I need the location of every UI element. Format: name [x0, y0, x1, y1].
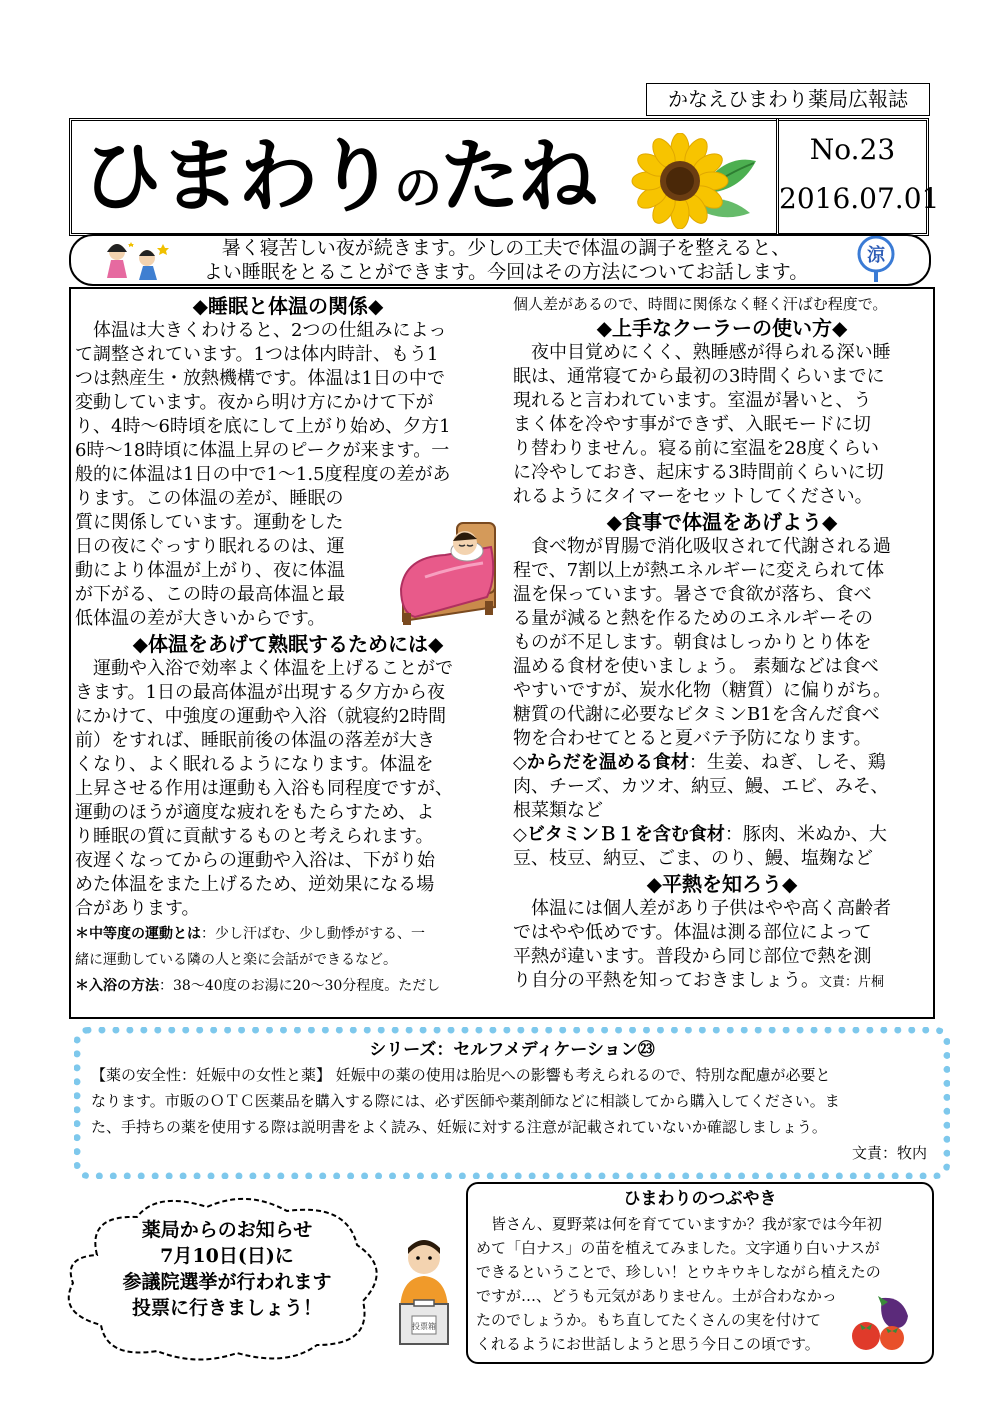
text-line: 夜中目覚めにくく、熟睡感が得られる深い睡 [513, 342, 891, 363]
text-line: に冷やしておき、起床する3時間前くらいに切 [513, 462, 884, 483]
cool-label: 涼 [867, 245, 885, 266]
text-line: れるようにタイマーをセットしてください。 [513, 486, 873, 507]
text-line: り、4時～6時頃を底にして上がり始め、夕方1 [75, 416, 451, 437]
issue-number: No.23 [809, 133, 896, 166]
heading-cooler: ◆上手なクーラーの使い方◆ [596, 316, 848, 340]
text-line: 温める食材を使いましょう。 素麺などは食べ [513, 656, 879, 677]
vegetables-icon [848, 1292, 918, 1352]
text-line: 合があります。 [75, 898, 200, 919]
note-exercise-cont: 緒に運動している隣の人と楽に会話ができるなど。 [75, 952, 397, 968]
notice-line: 7月10日(日)に [160, 1245, 294, 1267]
notice-line: 薬局からのお知らせ [141, 1219, 313, 1241]
paragraph-raise-temp [75, 657, 501, 921]
heading-normal-temp: ◆平熱を知ろう◆ [646, 872, 798, 896]
tsubuyaki-heading: ひまわりのつぶやき [623, 1189, 777, 1209]
article-byline: 文責：片桐 [819, 975, 885, 990]
text-line: 温を保っています。暑さで食欲が落ち、食べ [513, 584, 872, 605]
food-b1-text1: ：豚肉、米ぬか、大 [724, 824, 887, 845]
pharmacy-notice [57, 1195, 387, 1365]
paragraph-food [513, 535, 931, 751]
text-line: 日の夜にぐっすり眠れるのは、運 [75, 536, 345, 557]
note-bath-text: ：38～40度のお湯に20～30分程度。ただし [159, 978, 441, 994]
tanabata-icon [101, 238, 181, 280]
title-part1: ひまわり [82, 130, 394, 223]
tsubuyaki-line: できるということで、珍しい！とウキウキしながら植えたの [476, 1263, 881, 1281]
text-line: 上昇させる作用は運動も入浴も同程度ですが、 [75, 778, 453, 799]
text-line: きます。1日の最高体温が出現する夕方から夜 [75, 682, 446, 703]
text-line: 夜遅くなってからの運動や入浴は、下がり始 [75, 850, 435, 871]
note-exercise-text: ：少し汗ばむ、少し動悸がする、一 [201, 926, 425, 942]
note-exercise [75, 921, 501, 947]
voter-icon [386, 1232, 464, 1350]
text-line: 6時～18時頃に体温上昇のピークが来ます。一 [75, 440, 450, 461]
text-line: 動により体温が上がり、夜に体温 [75, 560, 345, 581]
intro-banner [69, 234, 931, 286]
notice-line: 参議院選挙が行われます [122, 1271, 332, 1293]
note-bath [75, 973, 501, 999]
ballot-box-label: 投票箱 [412, 1322, 436, 1331]
series-box [74, 1027, 950, 1179]
series-heading: シリーズ：セルフメディケーション㉓ [369, 1040, 655, 1060]
food-b1-label: ◇ビタミンＢ１を含む食材 [513, 824, 725, 845]
text-line: 物を合わせてとると夏バテ予防になります。 [513, 728, 872, 749]
food-warming-list [513, 751, 931, 775]
text-line: て調整されています。1つは体内時計、もう1 [75, 344, 439, 365]
publisher-tag: かなえひまわり薬局広報誌 [646, 83, 930, 116]
intro-line2: よい睡眠をとることができます。今回はその方法についてお話します。 [203, 261, 809, 283]
heading-sleep-temp: ◆睡眠と体温の関係◆ [192, 294, 384, 318]
series-line: 【薬の安全性：妊娠中の女性と薬】 妊娠中の薬の使用は胎児への影響も考えられるので、特別な配慮が必要と [91, 1066, 831, 1084]
heading-raise-temp: ◆体温をあげて熟眠するためには◆ [132, 632, 444, 656]
right-column [513, 293, 931, 995]
text-line: 低体温の差が大きいからです。 [75, 608, 326, 629]
text-line: 程で、7割以上が熱エネルギーに変えられて体 [513, 560, 885, 581]
food-warming-label: ◇からだを温める食材 [513, 752, 689, 773]
text-line: 質に関係しています。運動をした [75, 512, 344, 533]
tsubuyaki-box [466, 1182, 934, 1364]
issue-box [776, 118, 940, 236]
text-line: ります。この体温の差が、睡眠の [75, 488, 344, 509]
series-line: た、手持ちの薬を使用する際は説明書をよく読み、妊娠に対する注意が記載されていないか確認しましょう。 [91, 1118, 827, 1136]
food-b1-list [513, 823, 931, 847]
sleeping-person-icon [395, 517, 503, 627]
text-line: つは熱産生・放熱機構です。体温は1日の中で [75, 368, 446, 389]
newsletter-title [82, 129, 596, 236]
text-line: り替わりません。寝る前に室温を28度くらい [513, 438, 879, 459]
food-warming-line3: 根菜類など [513, 800, 603, 821]
intro-text [186, 236, 826, 284]
main-article [69, 287, 935, 1019]
continued-line: 個人差があるので、時間に関係なく軽く汗ばむ程度で。 [513, 295, 888, 313]
intro-line1: 暑く寝苦しい夜が続きます。少しの工夫で体温の調子を整えると、 [221, 237, 791, 259]
text-line: 食べ物が胃腸で消化吸収されて代謝される過 [513, 536, 891, 557]
tsubuyaki-line: ですが…、どうも元気がありません。土が合わなかっ [476, 1287, 837, 1305]
text-line: 般的に体温は1日の中で1～1.5度程度の差があ [75, 464, 451, 485]
note-exercise-label: ＊中等度の運動とは [75, 926, 201, 942]
text-line: 運動のほうが適度な疲れをもたらすため、よ [75, 802, 435, 823]
text-line: めた体温をまた上げるため、逆効果になる場 [75, 874, 435, 895]
issue-date: 2016.07.01 [779, 182, 940, 215]
series-body [81, 1062, 943, 1140]
text-line: 変動しています。夜から明け方にかけて下が [75, 392, 434, 413]
text-line: り睡眠の質に貢献するものと考えられます。 [75, 826, 434, 847]
tsubuyaki-line: くれるようにお世話しようと思う今日この頃です。 [476, 1335, 820, 1353]
text-line: まく体を冷やす事ができず、入眠モードに切 [513, 414, 871, 435]
text-line: 体温には個人差があり子供はやや高く高齢者 [513, 898, 891, 919]
paragraph-normal-temp [513, 897, 931, 995]
series-line: なります。市販のＯＴＣ医薬品を購入する際には、必ず医師や薬剤師などに相談してから購入してください。ま [91, 1092, 840, 1110]
text-line: り自分の平熱を知っておきましょう。文責：片桐 [513, 970, 885, 991]
tsubuyaki-line: 皆さん、夏野菜は何を育てていますか？我が家では今年初 [476, 1215, 882, 1233]
notice-line: 投票に行きましょう！ [131, 1297, 322, 1319]
text-line: が下がる、この時の最高体温と最 [75, 584, 345, 605]
text-line: 現れると言われています。室温が暑いと、う [513, 390, 872, 411]
heading-food: ◆食事で体温をあげよう◆ [606, 510, 838, 534]
text-line: 体温は大きくわけると、2つの仕組みによっ [75, 320, 447, 341]
text-line: 糖質の代謝に必要なビタミンB1を含んだ食べ [513, 704, 880, 725]
title-part3: たね [440, 130, 597, 223]
notice-text [117, 1217, 337, 1321]
text-line: 眠は、通常寝てから最初の3時間くらいまでに [513, 366, 885, 387]
note-bath-label: ＊入浴の方法 [75, 978, 159, 994]
title-part2: の [394, 160, 441, 216]
text-line: 運動や入浴で効率よく体温を上げることがで [75, 658, 453, 679]
masthead [69, 118, 779, 236]
text-line: ではやや低めです。体温は測る部位によって [513, 922, 872, 943]
text-line: やすいですが、炭水化物（糖質）に偏りがち。 [513, 680, 891, 701]
text-line: くなり、よく眠れるようになります。体温を [75, 754, 434, 775]
text-line: ものが不足します。朝食はしっかりとり体を [513, 632, 872, 653]
text-line: 平熱が違います。普段から同じ部位で熱を測 [513, 946, 872, 967]
tsubuyaki-line: めて「白ナス」の苗を植えてみました。文字通り白いナスが [476, 1239, 880, 1257]
uchiwa-fan-icon [846, 236, 906, 282]
paragraph-cooler [513, 341, 931, 509]
tsubuyaki-line: たのでしょうか。もち直してたくさんの実を付けて [476, 1311, 822, 1329]
food-warming-line2: 肉、チーズ、カツオ、納豆、鰻、エビ、みそ、 [513, 776, 889, 797]
text-line: 前）をすれば、睡眠前後の体温の落差が大き [75, 730, 435, 751]
text-line: にかけて、中強度の運動や入浴（就寝約2時間 [75, 706, 447, 727]
sunflower-icon [628, 133, 758, 229]
text-line: る量が減ると熱を作るためのエネルギーその [513, 608, 873, 629]
series-byline: 文責：牧内 [851, 1144, 927, 1162]
food-warming-text1: ：生姜、ねぎ、しそ、鶏 [688, 752, 886, 773]
left-column [75, 293, 501, 999]
food-b1-line2: 豆、枝豆、納豆、ごま、のり、鰻、塩麹など [513, 848, 873, 869]
